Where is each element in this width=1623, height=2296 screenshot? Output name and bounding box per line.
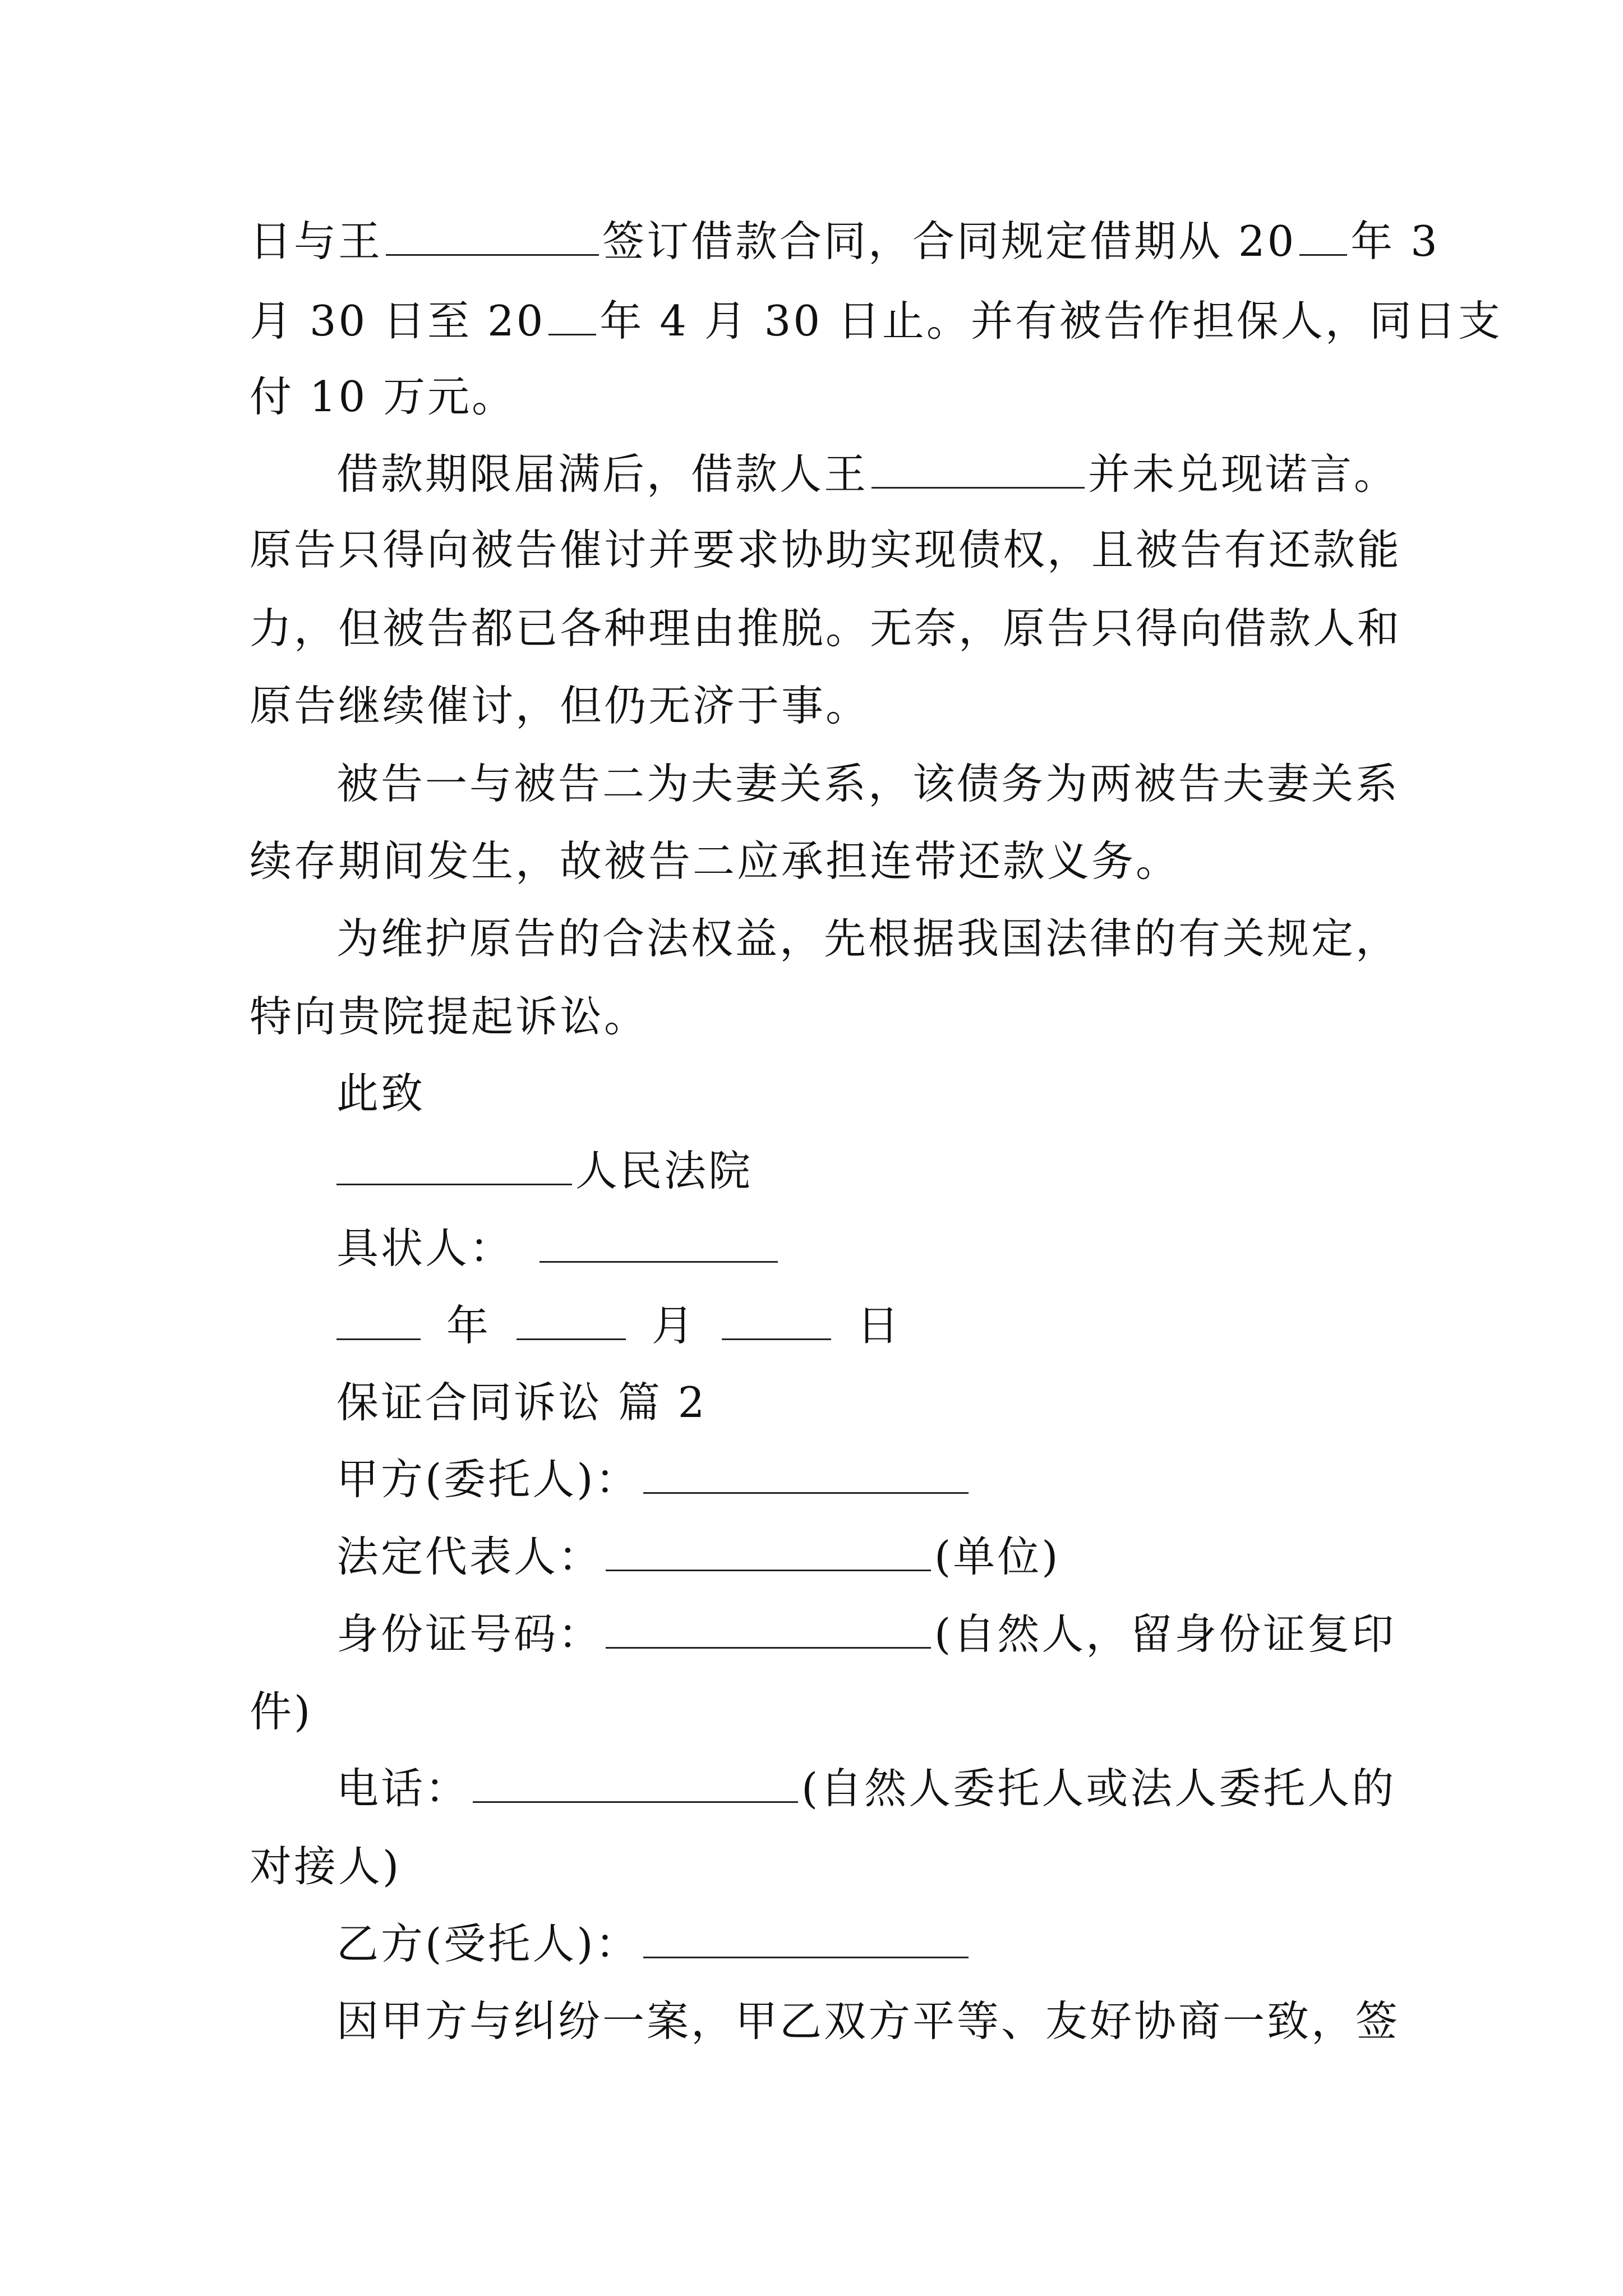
text-segment: 具状人：	[336, 1223, 514, 1273]
blank-underline	[548, 299, 596, 335]
text-line	[336, 449, 1398, 499]
text-line: 原告继续催讨，但仍无济于事。	[250, 681, 870, 730]
blank-underline	[336, 1304, 421, 1340]
party-b-line	[336, 1918, 972, 1969]
legal-rep-line	[336, 1531, 1061, 1582]
text-segment: (单位)	[934, 1532, 1061, 1581]
blank-underline	[336, 1149, 572, 1185]
text-line: 力，但被告都已各种理由推脱。无奈，原告只得向借款人和	[250, 604, 1402, 653]
text-segment: 签订借款合同，合同规定借期从 20	[602, 217, 1297, 266]
text-segment: (自然人委托人或法人委托人的	[801, 1764, 1396, 1813]
text-segment: 月	[652, 1301, 697, 1350]
text-segment: 借款期限届满后，借款人王	[336, 449, 869, 499]
text-line	[250, 296, 1502, 346]
text-segment: 年 4 月 30 日止。并有被告作担保人，同日支	[600, 296, 1502, 346]
plaintiff-line	[336, 1223, 781, 1273]
court-line	[336, 1145, 753, 1196]
party-a-line	[336, 1454, 972, 1504]
section-title: 保证合同诉讼 篇 2	[336, 1378, 707, 1427]
text-segment: 甲方(委托人)：	[336, 1455, 640, 1504]
text-line	[250, 216, 1440, 266]
text-segment: 日	[857, 1301, 902, 1350]
text-segment: 人民法院	[575, 1146, 753, 1195]
date-line	[336, 1300, 901, 1351]
phone-line	[336, 1763, 1396, 1814]
text-line: 为维护原告的合法权益，先根据我国法律的有关规定，	[336, 914, 1400, 963]
blank-underline	[722, 1304, 831, 1340]
blank-underline	[1299, 219, 1347, 256]
blank-underline	[606, 1535, 931, 1571]
text-segment: 身份证号码：	[336, 1609, 603, 1659]
text-line: 原告只得向被告催讨并要求协助实现债权，且被告有还款能	[250, 525, 1402, 574]
text-line: 件)	[250, 1687, 313, 1736]
text-line: 对接人)	[250, 1842, 402, 1891]
blank-underline	[643, 1457, 969, 1494]
text-segment: 电话：	[336, 1764, 470, 1813]
text-line: 被告一与被告二为夫妻关系，该债务为两被告夫妻关系	[336, 759, 1400, 808]
id-line	[336, 1609, 1396, 1659]
blank-underline	[473, 1766, 798, 1803]
text-segment: 年	[446, 1301, 491, 1350]
blank-underline	[517, 1304, 626, 1340]
text-line: 付 10 万元。	[250, 372, 517, 421]
blank-underline	[872, 452, 1085, 489]
text-segment: 并未兑现诺言。	[1088, 449, 1399, 499]
blank-underline	[386, 219, 599, 256]
closing-salutation: 此致	[336, 1069, 426, 1118]
text-line: 续存期间发生，故被告二应承担连带还款义务。	[250, 836, 1181, 886]
text-segment: 月 30 日至 20	[250, 296, 546, 346]
text-segment: (自然人，留身份证复印	[934, 1609, 1396, 1659]
blank-underline	[606, 1612, 931, 1649]
text-segment: 乙方(受托人)：	[336, 1919, 640, 1968]
text-segment: 法定代表人：	[336, 1532, 603, 1581]
blank-underline	[643, 1922, 969, 1958]
text-segment: 日与王	[250, 217, 383, 266]
text-line: 因甲方与纠纷一案，甲乙双方平等、友好协商一致，签	[336, 1996, 1400, 2046]
blank-underline	[540, 1226, 778, 1263]
text-line: 特向贵院提起诉讼。	[250, 992, 649, 1041]
text-segment: 年 3	[1350, 217, 1440, 266]
